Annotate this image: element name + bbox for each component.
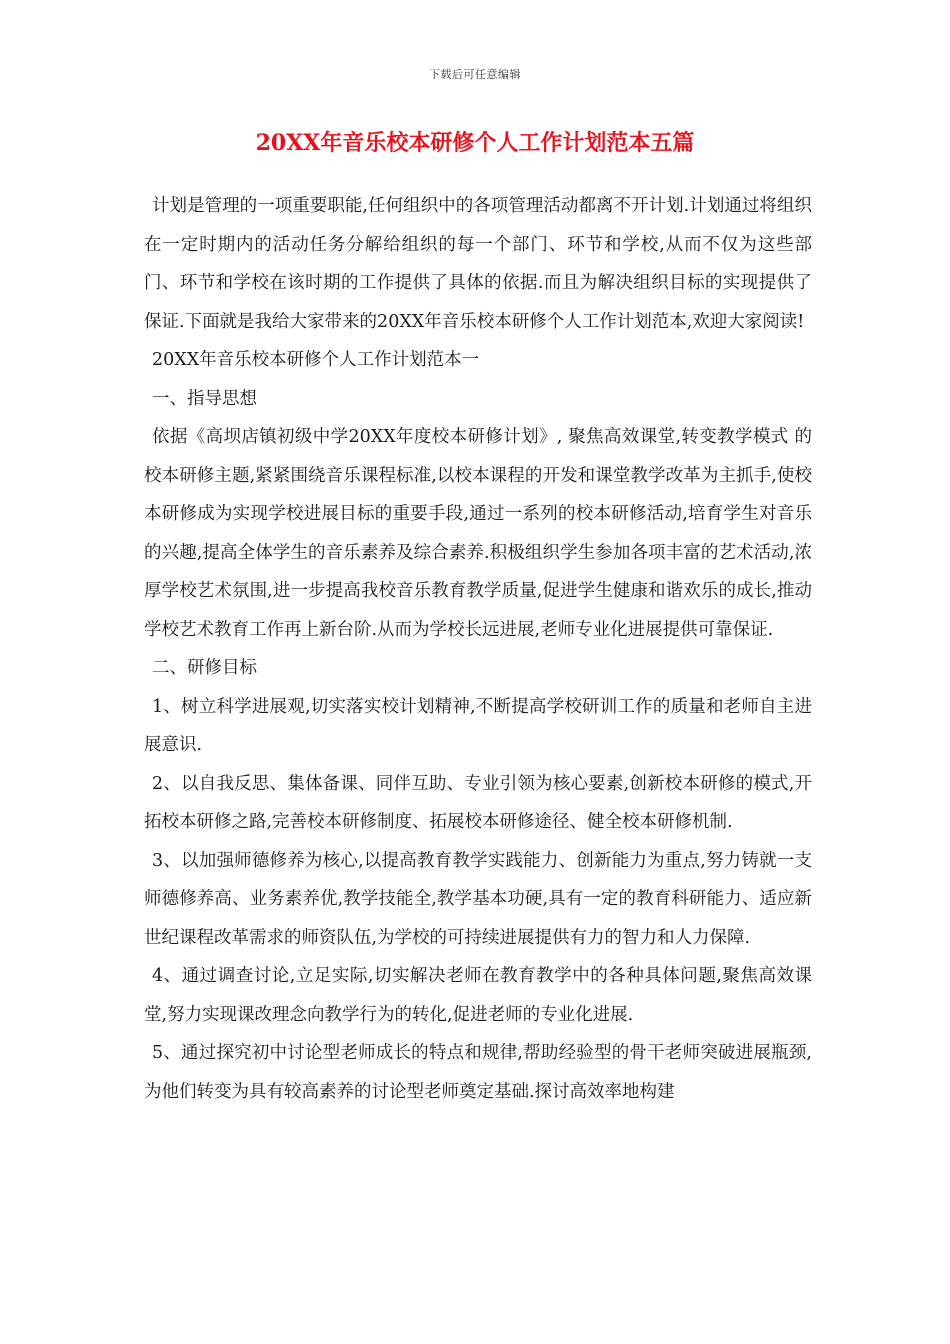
paragraph-goal-4: 4、通过调查讨论,立足实际,切实解决老师在教育教学中的各种具体问题,聚焦高效课堂,努力实现课改理念向教学行为的转化,促进老师的专业化进展. — [144, 966, 812, 1025]
header-note: 下载后可任意编辑 — [429, 68, 521, 81]
paragraph-guiding-ideology: 依据《高坝店镇初级中学20XX年度校本研修计划》, 聚焦高效课堂,转变教学模式 的校本研修主题,紧紧围绕音乐课程标准,以校本课程的开发和课堂教学改革为主抓手,使校本研修成为实现学校进展目标的重要手段,通过一系列的校本研修活动,培育学生对音乐的兴趣,提高全体学生的音乐素养及综合素养.积极组织学生参加各项丰富的艺术活动,浓厚学校艺术氛围,进一步提高我校音乐教育教学质量,促进学生健康和谐欢乐的成长,推动学校艺术教育工作再上新台阶.从而为学校长远进展,老师专业化进展提供可靠保证. — [144, 427, 812, 640]
paragraph-intro: 计划是管理的一项重要职能,任何组织中的各项管理活动都离不开计划.计划通过将组织在一定时期内的活动任务分解给组织的每一个部门、环节和学校,从而不仅为这些部门、环节和学校在该时期的工作提供了具体的依据.而且为解决组织目标的实现提供了保证.下面就是我给大家带来的20XX年音乐校本研修个人工作计划范本,欢迎大家阅读! — [144, 196, 812, 332]
heading-research-goals: 二、研修目标 — [152, 658, 257, 678]
paragraph-section-title: 20XX年音乐校本研修个人工作计划范本一 — [152, 350, 480, 370]
paragraph-goal-5: 5、通过探究初中讨论型老师成长的特点和规律,帮助经验型的骨干老师突破进展瓶颈,为他们转变为具有较高素养的讨论型老师奠定基础.探讨高效率地构建 — [144, 1043, 812, 1102]
document-title: 20XX年音乐校本研修个人工作计划范本五篇 — [255, 130, 695, 156]
paragraph-goal-1: 1、树立科学进展观,切实落实校计划精神,不断提高学校研训工作的质量和老师自主进展意识. — [144, 696, 812, 755]
paragraph-goal-2: 2、以自我反思、集体备课、同伴互助、专业引领为核心要素,创新校本研修的模式,开拓校本研修之路,完善校本研修制度、拓展校本研修途径、健全校本研修机制. — [144, 773, 812, 832]
paragraph-goal-3: 3、以加强师德修养为核心,以提高教育教学实践能力、创新能力为重点,努力铸就一支师德修养高、业务素养优,教学技能全,教学基本功硬,具有一定的教育科研能力、适应新世纪课程改革需求的师资队伍,为学校的可持续进展提供有力的智力和人力保障. — [144, 850, 812, 948]
heading-guiding-ideology: 一、指导思想 — [152, 388, 257, 409]
document-body — [144, 187, 812, 1111]
